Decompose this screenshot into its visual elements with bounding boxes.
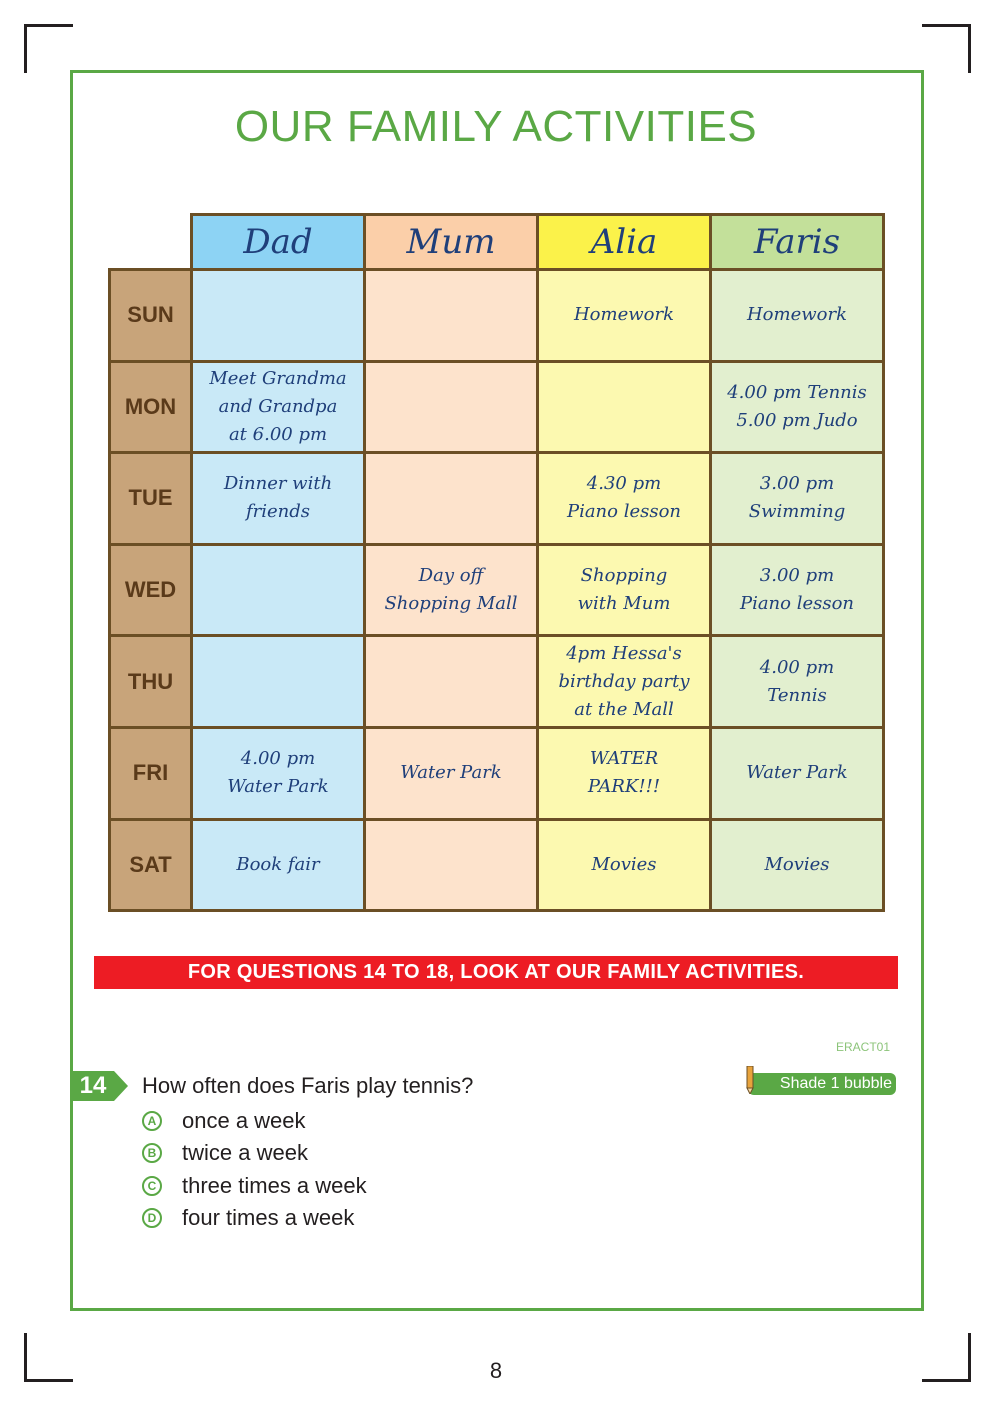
- activity-cell-faris: 3.00 pm Piano lesson: [709, 543, 885, 638]
- option-b[interactable]: [142, 1139, 308, 1167]
- day-label: WED: [108, 543, 193, 638]
- activity-cell-alia: Homework: [536, 268, 712, 363]
- day-label: MON: [108, 360, 193, 455]
- column-header-alia: Alia: [536, 213, 712, 271]
- activity-cell-faris: 4.00 pm Tennis: [709, 634, 885, 729]
- activity-cell-alia: Movies: [536, 818, 712, 913]
- question-number: 14: [72, 1071, 114, 1101]
- pencil-icon: [746, 1066, 754, 1094]
- option-b-text: twice a week: [182, 1140, 308, 1165]
- activity-cell-dad: Meet Grandma and Grandpa at 6.00 pm: [190, 360, 366, 455]
- activity-cell-mum: [363, 634, 539, 729]
- bubble-c-icon[interactable]: C: [142, 1176, 162, 1196]
- instruction-banner: FOR QUESTIONS 14 TO 18, LOOK AT OUR FAMILY ACTIVITIES.: [94, 956, 898, 989]
- activity-cell-mum: [363, 451, 539, 546]
- option-d-text: four times a week: [182, 1205, 355, 1230]
- activity-cell-dad: Dinner with friends: [190, 451, 366, 546]
- activity-cell-dad: [190, 543, 366, 638]
- activity-cell-mum: Day off Shopping Mall: [363, 543, 539, 638]
- option-c[interactable]: [142, 1172, 367, 1200]
- bubble-b-icon[interactable]: B: [142, 1143, 162, 1163]
- activity-cell-mum: [363, 818, 539, 913]
- option-c-text: three times a week: [182, 1173, 367, 1198]
- day-label: TUE: [108, 451, 193, 546]
- option-a-text: once a week: [182, 1108, 306, 1133]
- activity-cell-faris: 3.00 pm Swimming: [709, 451, 885, 546]
- column-header-dad: Dad: [190, 213, 366, 271]
- question-number-arrow: [114, 1071, 128, 1101]
- activity-cell-mum: [363, 360, 539, 455]
- activity-cell-dad: [190, 268, 366, 363]
- activity-cell-mum: [363, 268, 539, 363]
- activity-cell-dad: [190, 634, 366, 729]
- day-label: THU: [108, 634, 193, 729]
- item-code: ERACT01: [836, 1040, 891, 1054]
- activity-cell-faris: Homework: [709, 268, 885, 363]
- shade-instruction: Shade 1 bubble: [748, 1073, 896, 1095]
- activities-table: [108, 213, 883, 909]
- activity-cell-faris: Movies: [709, 818, 885, 913]
- day-label: SUN: [108, 268, 193, 363]
- column-header-faris: Faris: [709, 213, 885, 271]
- option-d[interactable]: [142, 1204, 354, 1232]
- bubble-a-icon[interactable]: A: [142, 1111, 162, 1131]
- column-header-mum: Mum: [363, 213, 539, 271]
- page-title: OUR FAMILY ACTIVITIES: [234, 102, 758, 151]
- activity-cell-faris: Water Park: [709, 726, 885, 821]
- crop-mark-top-left: [24, 24, 73, 73]
- activity-cell-dad: 4.00 pm Water Park: [190, 726, 366, 821]
- activity-cell-alia: WATER PARK!!!: [536, 726, 712, 821]
- option-a[interactable]: [142, 1107, 306, 1135]
- activity-cell-dad: Book fair: [190, 818, 366, 913]
- day-label: FRI: [108, 726, 193, 821]
- activity-cell-alia: Shopping with Mum: [536, 543, 712, 638]
- bubble-d-icon[interactable]: D: [142, 1208, 162, 1228]
- activity-cell-mum: Water Park: [363, 726, 539, 821]
- activity-cell-alia: 4pm Hessa's birthday party at the Mall: [536, 634, 712, 729]
- activity-cell-alia: 4.30 pm Piano lesson: [536, 451, 712, 546]
- question-text: How often does Faris play tennis?: [142, 1073, 474, 1098]
- page-number: 8: [489, 1358, 503, 1383]
- activity-cell-faris: 4.00 pm Tennis 5.00 pm Judo: [709, 360, 885, 455]
- day-label: SAT: [108, 818, 193, 913]
- crop-mark-top-right: [922, 24, 971, 73]
- activity-cell-alia: [536, 360, 712, 455]
